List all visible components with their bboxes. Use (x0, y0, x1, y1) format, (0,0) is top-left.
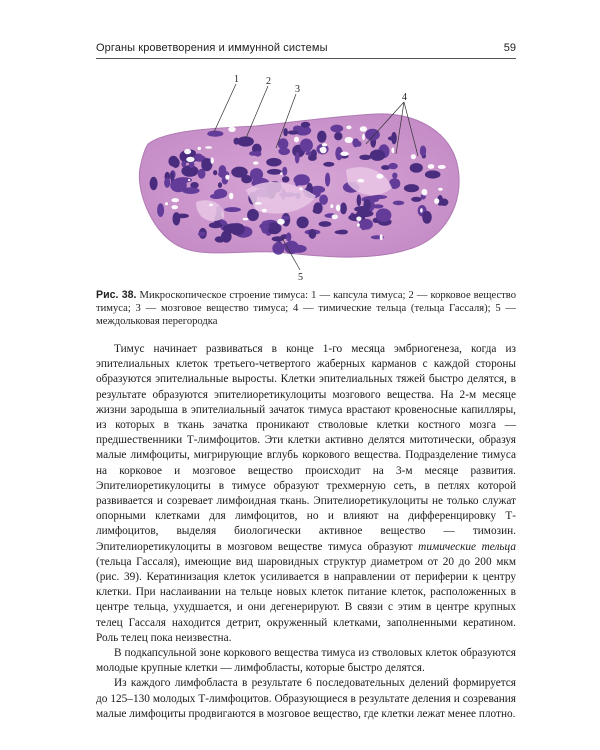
page-header (96, 42, 516, 58)
callout-2: 2 (266, 76, 271, 87)
figure-caption (96, 289, 516, 329)
callout-5: 5 (298, 272, 303, 282)
page-number: 59 (503, 42, 516, 54)
body-text (96, 342, 516, 722)
paragraph-1-part-a: Тимус начинает развиваться в конце 1-го месяца эмбриогенеза, когда из эпителиальных клеток третьего-четвертого жаберных карманов с каждой стороны образуются эпителиальные выросты. Клетки эпителиальных тяжей быстро делятся, в результате образуются эпителиоретикулоциты мозгового вещества. На 2-м месяце жизни зародыша в эпителиальный зачаток тимуса врастают кровеносные капилляры, из которых в ткань зачатка проникают стволовые клетки костного мозга — предшественники Т-лимфоцитов. Эти клетки активно делятся митотически, образуя малые лимфоциты, мигрирующие вглубь коркового вещества. Подразделение тимуса на корковое и мозговое вещество происходит на 3-м месяце развития. Эпителиоретикулоциты в тимусе образуют трехмерную сеть, в петлях которой развивается и созревает лимфоидная ткань. Эпителиоретикулоциты не только служат опорными клетками для лимфоцитов, но и влияют на дифференцировку Т-лимфоцитов, выделяя биологически активное вещество — тимозин. Эпителиоретикулоциты в мозговом веществе тимуса образуют (96, 343, 516, 553)
running-title: Органы кроветворения и иммунной системы (96, 42, 328, 54)
paragraph-1-part-b: (тельца Гассаля), имеющие вид шаровидных структур диаметром от 20 до 200 мкм (рис. 39). Кератинизация клеток усиливается в направлении от периферии к центру клетки. При наслаивании на тельце новых клеток питание клеток, расположенных в центре тельца, ухудшается, и они дегенерируют. В связи с этим в центре крупных телец Гассаля находится детрит, окруженный клетками, заполненными кератином. Роль телец пока неизвестна. (96, 555, 516, 644)
paragraph-1-italic: тимические тельца (418, 540, 516, 553)
thymus-micrograph (96, 72, 516, 282)
callout-1: 1 (234, 74, 239, 85)
header-rule (96, 58, 516, 59)
paragraph-1 (96, 342, 516, 646)
paragraph-3: Из каждого лимфобласта в результате 6 последовательных делений формируется до 125–130 молодых Т-лимфоцитов. Образующиеся в результате деления и созревания малые лимфоциты продвигаются в мозговое вещество, где клетки лежат менее плотно. (96, 677, 516, 720)
caption-label: Рис. 38. (96, 289, 137, 301)
paragraph-2: В подкапсульной зоне коркового вещества тимуса из стволовых клеток образуются молодые крупные клетки — лимфобласты, которые быстро делятся. (96, 647, 516, 675)
caption-text: Микроскопическое строение тимуса: 1 — капсула тимуса; 2 — корковое вещество тимуса; 3 — мозговое вещество тимуса; 4 — тимические тельца (тельца Гассаля); 5 — междольковая перегородка (96, 290, 517, 328)
thymus-micrograph-figure (96, 72, 516, 282)
callout-4: 4 (402, 92, 407, 103)
callout-3: 3 (295, 84, 300, 95)
